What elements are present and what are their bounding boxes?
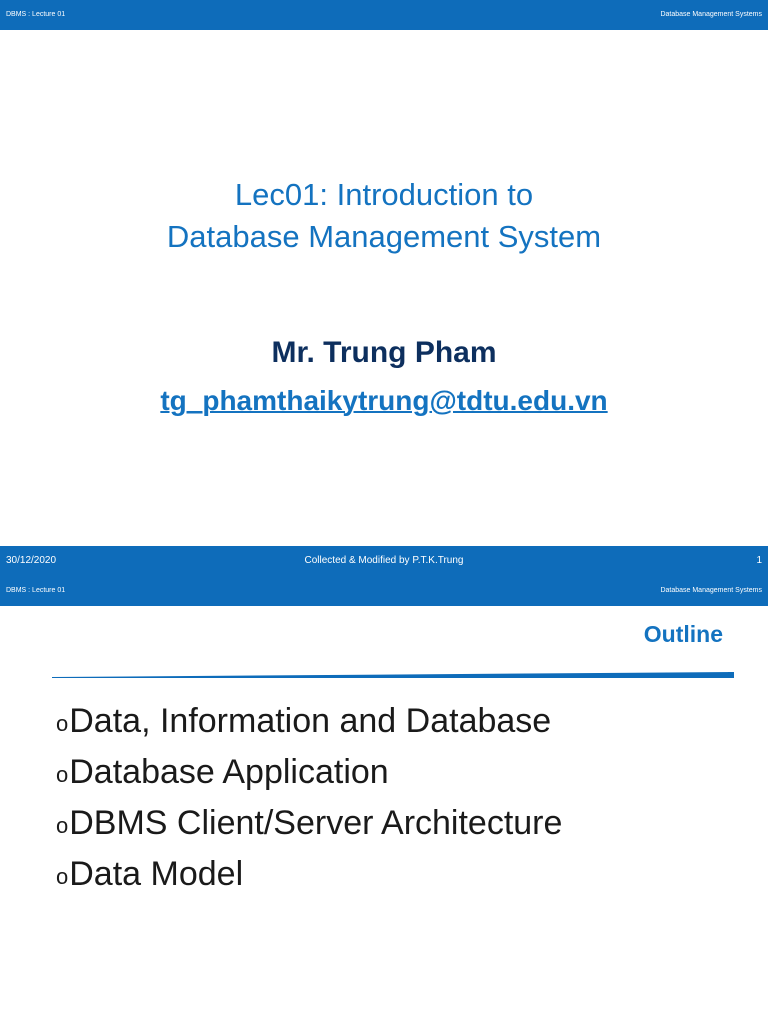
outline-item [56,696,562,747]
outline-item-text: Database Application [69,753,389,791]
footer-date: 30/12/2020 [6,555,57,566]
outline-item-text: DBMS Client/Server Architecture [69,804,563,842]
header-subject-label: Database Management Systems [660,11,762,18]
lecture-title-line-2: Database Management System [166,219,602,254]
author-name: Mr. Trung Pham [271,336,497,369]
outline-item-text: Data, Information and Database [69,702,552,740]
outline-list [56,696,562,900]
header-course-label: DBMS : Lecture 01 [6,11,66,18]
footer-page-number: 1 [756,555,762,566]
hollow-circle-bullet-icon: o [56,813,69,838]
hollow-circle-bullet-icon: o [56,711,69,736]
lecture-title [0,174,768,258]
outline-item [56,849,562,900]
footer-credit: Collected & Modified by P.T.K.Trung [304,555,464,566]
hollow-circle-bullet-icon: o [56,762,69,787]
lecture-title-line-1: Lec01: Introduction to [234,177,534,212]
slide-header-bar [0,0,768,30]
header-course-label: DBMS : Lecture 01 [6,587,66,594]
hollow-circle-bullet-icon: o [56,864,69,889]
header-subject-label: Database Management Systems [660,587,762,594]
outline-item [56,747,562,798]
author-email [0,381,768,421]
outline-item-text: Data Model [69,855,244,893]
outline-title: Outline [643,621,723,647]
email-link[interactable]: tg_phamthaikytrung@tdtu.edu.vn [160,385,608,416]
slide-footer-bar [0,546,768,576]
outline-item [56,798,562,849]
title-underline-rule [52,672,734,678]
slide-outline [0,576,768,1024]
slide-header-bar [0,576,768,606]
